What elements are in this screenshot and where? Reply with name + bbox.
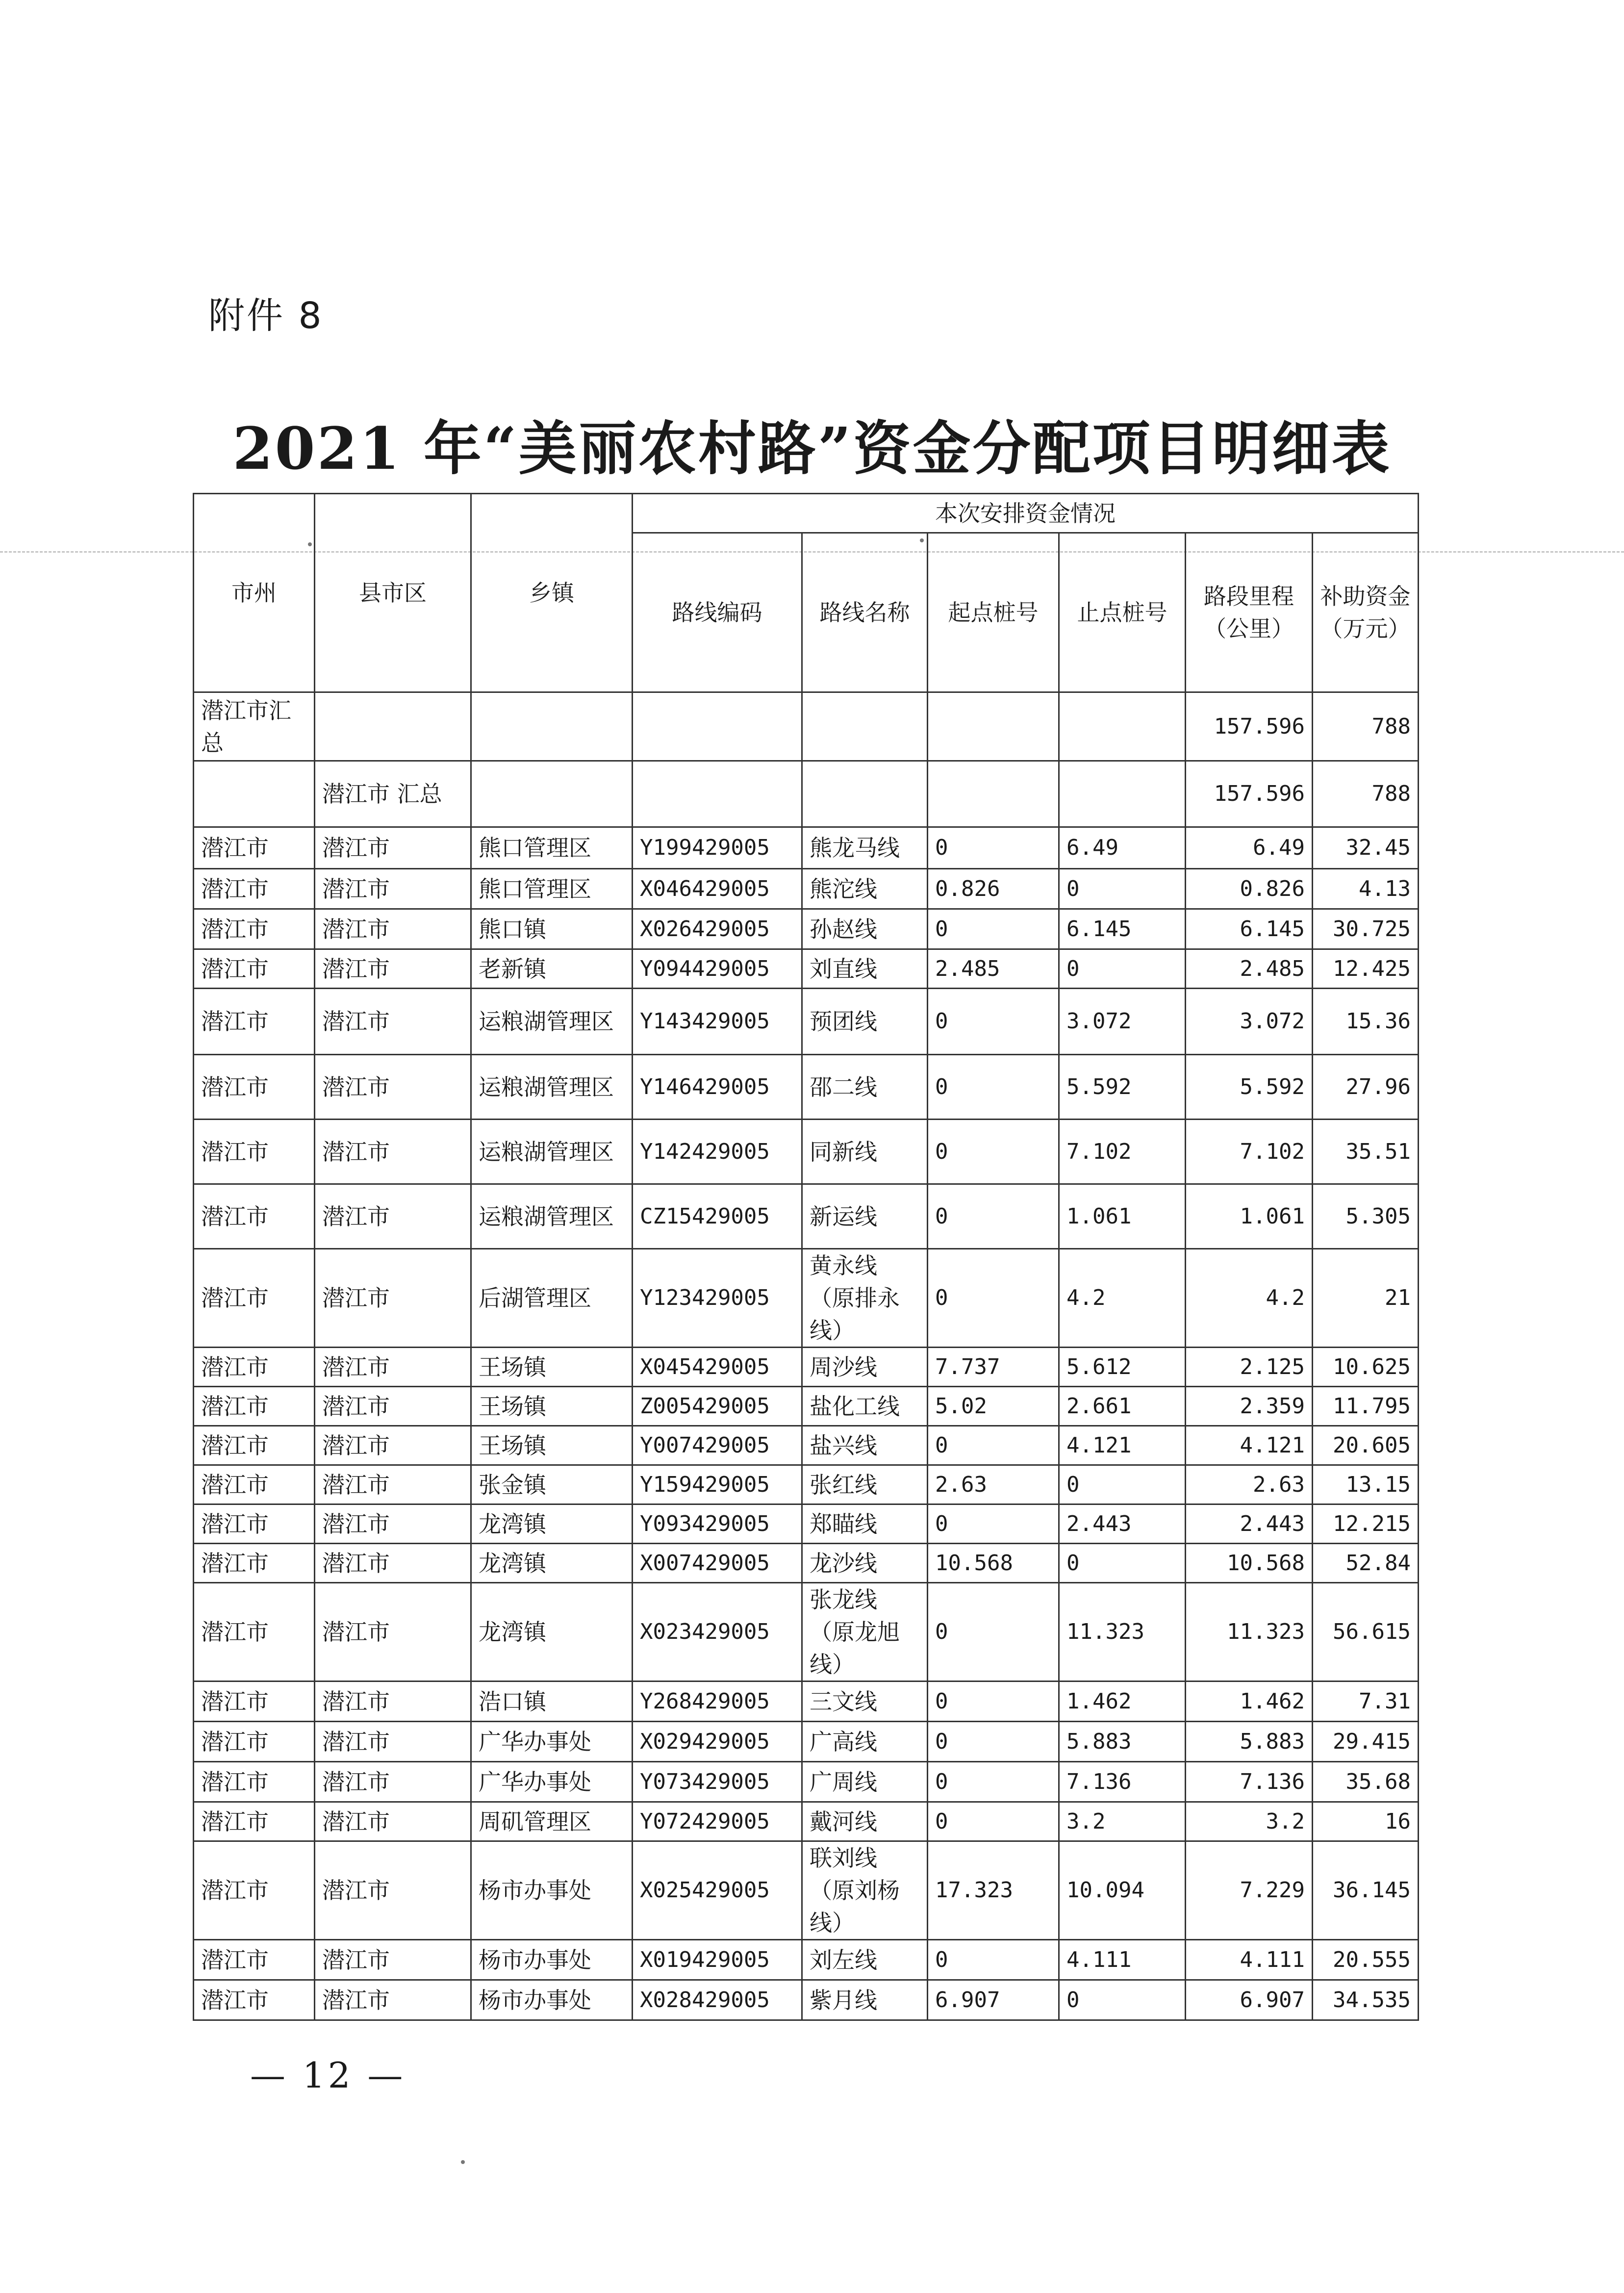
cell-county: 潜江市 — [315, 1841, 471, 1940]
header-route-code: 路线编码 — [633, 533, 802, 692]
table-row — [194, 1841, 1419, 1940]
cell-town: 广华办事处 — [471, 1722, 633, 1762]
cell-town: 杨市办事处 — [471, 1940, 633, 1980]
county-total-subsidy: 788 — [1313, 761, 1419, 827]
allocation-table — [193, 493, 1419, 2021]
cell-start-stake: 17.323 — [928, 1841, 1059, 1940]
cell-route-name: 熊龙马线 — [802, 827, 928, 869]
city-total-subsidy: 788 — [1313, 692, 1419, 761]
table-row — [194, 1980, 1419, 2020]
cell-start-stake: 10.568 — [928, 1544, 1059, 1583]
cell-mileage: 7.229 — [1186, 1841, 1313, 1940]
cell-town: 王场镇 — [471, 1387, 633, 1426]
table-row — [194, 1544, 1419, 1583]
cell-mileage: 3.072 — [1186, 989, 1313, 1055]
table-row — [194, 1387, 1419, 1426]
cell-start-stake: 5.02 — [928, 1387, 1059, 1426]
cell-route-name: 孙赵线 — [802, 909, 928, 949]
cell-county: 潜江市 — [315, 1055, 471, 1120]
cell-route-name: 郑瞄线 — [802, 1504, 928, 1544]
cell-town: 运粮湖管理区 — [471, 1184, 633, 1249]
table-row — [194, 869, 1419, 909]
cell-city: 潜江市 — [194, 989, 315, 1055]
cell-subsidy: 16 — [1313, 1802, 1419, 1841]
cell-town: 老新镇 — [471, 949, 633, 989]
table-row — [194, 1055, 1419, 1120]
cell-town: 龙湾镇 — [471, 1504, 633, 1544]
cell-town: 广华办事处 — [471, 1762, 633, 1802]
cell-mileage: 1.462 — [1186, 1682, 1313, 1722]
header-end-stake: 止点桩号 — [1059, 533, 1186, 692]
table-row — [194, 1348, 1419, 1387]
cell-county: 潜江市 — [315, 827, 471, 869]
cell-route-code: Y142429005 — [633, 1120, 802, 1184]
cell-county: 潜江市 — [315, 1583, 471, 1682]
cell-start-stake: 0 — [928, 1583, 1059, 1682]
cell-start-stake: 0 — [928, 1249, 1059, 1348]
cell-end-stake: 5.883 — [1059, 1722, 1186, 1762]
cell-city: 潜江市 — [194, 1348, 315, 1387]
cell-route-name: 龙沙线 — [802, 1544, 928, 1583]
cell-city: 潜江市 — [194, 1504, 315, 1544]
cell-county: 潜江市 — [315, 1249, 471, 1348]
table-row — [194, 1504, 1419, 1544]
cell-city: 潜江市 — [194, 1465, 315, 1504]
cell-mileage: 2.125 — [1186, 1348, 1313, 1387]
table-row — [194, 827, 1419, 869]
city-total-mileage: 157.596 — [1186, 692, 1313, 761]
cell-mileage: 6.145 — [1186, 909, 1313, 949]
cell-start-stake: 2.485 — [928, 949, 1059, 989]
cell-start-stake: 0 — [928, 1504, 1059, 1544]
cell-mileage: 1.061 — [1186, 1184, 1313, 1249]
cell-end-stake: 3.2 — [1059, 1802, 1186, 1841]
cell-city: 潜江市 — [194, 909, 315, 949]
cell-start-stake: 0 — [928, 1120, 1059, 1184]
cell-mileage: 7.102 — [1186, 1120, 1313, 1184]
cell-route-code: Y073429005 — [633, 1762, 802, 1802]
cell-route-code: X025429005 — [633, 1841, 802, 1940]
cell-route-name: 张红线 — [802, 1465, 928, 1504]
cell-town: 运粮湖管理区 — [471, 1120, 633, 1184]
cell-town: 龙湾镇 — [471, 1583, 633, 1682]
cell-county: 潜江市 — [315, 1762, 471, 1802]
cell-start-stake: 0.826 — [928, 869, 1059, 909]
cell-route-name: 刘直线 — [802, 949, 928, 989]
cell-end-stake: 7.102 — [1059, 1120, 1186, 1184]
county-total-mileage: 157.596 — [1186, 761, 1313, 827]
cell-city: 潜江市 — [194, 949, 315, 989]
cell-end-stake: 0 — [1059, 1544, 1186, 1583]
page-number: — 12 — — [250, 2055, 406, 2096]
table-row — [194, 1583, 1419, 1682]
table-row — [194, 949, 1419, 989]
cell-route-code: X023429005 — [633, 1583, 802, 1682]
cell-county: 潜江市 — [315, 909, 471, 949]
cell-town: 杨市办事处 — [471, 1980, 633, 2020]
cell-start-stake: 7.737 — [928, 1348, 1059, 1387]
table-row — [194, 1249, 1419, 1348]
cell-subsidy: 29.415 — [1313, 1722, 1419, 1762]
cell-end-stake: 0 — [1059, 949, 1186, 989]
cell-county: 潜江市 — [315, 1348, 471, 1387]
cell-city: 潜江市 — [194, 1120, 315, 1184]
cell-county: 潜江市 — [315, 1465, 471, 1504]
header-town: 乡镇 — [471, 494, 633, 692]
page-title: 2021 年“美丽农村路”资金分配项目明细表 — [232, 414, 1392, 483]
county-total-row — [194, 761, 1419, 827]
cell-city: 潜江市 — [194, 869, 315, 909]
cell-subsidy: 12.425 — [1313, 949, 1419, 989]
cell-route-code: Y143429005 — [633, 989, 802, 1055]
cell-end-stake: 0 — [1059, 1980, 1186, 2020]
cell-town: 运粮湖管理区 — [471, 989, 633, 1055]
cell-route-name: 广周线 — [802, 1762, 928, 1802]
cell-town: 熊口管理区 — [471, 827, 633, 869]
cell-city: 潜江市 — [194, 1841, 315, 1940]
cell-subsidy: 21 — [1313, 1249, 1419, 1348]
cell-route-name: 黄永线（原排永线） — [802, 1249, 928, 1348]
cell-route-name: 张龙线（原龙旭线） — [802, 1583, 928, 1682]
cell-route-name: 三文线 — [802, 1682, 928, 1722]
cell-mileage: 4.111 — [1186, 1940, 1313, 1980]
cell-town: 熊口镇 — [471, 909, 633, 949]
cell-end-stake: 1.462 — [1059, 1682, 1186, 1722]
cell-town: 王场镇 — [471, 1348, 633, 1387]
cell-route-name: 熊沱线 — [802, 869, 928, 909]
cell-subsidy: 35.51 — [1313, 1120, 1419, 1184]
cell-route-name: 联刘线（原刘杨线） — [802, 1841, 928, 1940]
cell-subsidy: 35.68 — [1313, 1762, 1419, 1802]
cell-subsidy: 7.31 — [1313, 1682, 1419, 1722]
cell-county: 潜江市 — [315, 869, 471, 909]
cell-city: 潜江市 — [194, 1682, 315, 1722]
table-row — [194, 1722, 1419, 1762]
cell-end-stake: 1.061 — [1059, 1184, 1186, 1249]
cell-mileage: 4.2 — [1186, 1249, 1313, 1348]
cell-mileage: 3.2 — [1186, 1802, 1313, 1841]
header-mileage: 路段里程（公里） — [1186, 533, 1313, 692]
cell-route-code: Y146429005 — [633, 1055, 802, 1120]
cell-start-stake: 0 — [928, 1762, 1059, 1802]
cell-subsidy: 11.795 — [1313, 1387, 1419, 1426]
cell-route-name: 广高线 — [802, 1722, 928, 1762]
cell-route-code: Y072429005 — [633, 1802, 802, 1841]
cell-start-stake: 0 — [928, 1802, 1059, 1841]
cell-subsidy: 20.605 — [1313, 1426, 1419, 1465]
cell-town: 龙湾镇 — [471, 1544, 633, 1583]
cell-route-code: Y094429005 — [633, 949, 802, 989]
cell-route-code: X046429005 — [633, 869, 802, 909]
cell-subsidy: 36.145 — [1313, 1841, 1419, 1940]
cell-town: 熊口管理区 — [471, 869, 633, 909]
cell-start-stake: 0 — [928, 1682, 1059, 1722]
table-row — [194, 1184, 1419, 1249]
cell-end-stake: 5.592 — [1059, 1055, 1186, 1120]
cell-mileage: 6.907 — [1186, 1980, 1313, 2020]
cell-subsidy: 4.13 — [1313, 869, 1419, 909]
cell-route-code: X026429005 — [633, 909, 802, 949]
cell-town: 王场镇 — [471, 1426, 633, 1465]
cell-route-name: 新运线 — [802, 1184, 928, 1249]
table-row — [194, 1802, 1419, 1841]
cell-county: 潜江市 — [315, 1184, 471, 1249]
cell-start-stake: 0 — [928, 1426, 1059, 1465]
cell-county: 潜江市 — [315, 949, 471, 989]
header-city: 市州 — [194, 494, 315, 692]
table-row — [194, 1940, 1419, 1980]
cell-route-code: Y123429005 — [633, 1249, 802, 1348]
cell-town: 运粮湖管理区 — [471, 1055, 633, 1120]
cell-city: 潜江市 — [194, 1387, 315, 1426]
table-row — [194, 1682, 1419, 1722]
scan-speck — [920, 538, 924, 542]
cell-mileage: 2.443 — [1186, 1504, 1313, 1544]
table-row — [194, 1762, 1419, 1802]
cell-county: 潜江市 — [315, 989, 471, 1055]
cell-end-stake: 4.111 — [1059, 1940, 1186, 1980]
cell-city: 潜江市 — [194, 1940, 315, 1980]
cell-route-name: 盐兴线 — [802, 1426, 928, 1465]
cell-subsidy: 10.625 — [1313, 1348, 1419, 1387]
cell-town: 杨市办事处 — [471, 1841, 633, 1940]
cell-mileage: 5.592 — [1186, 1055, 1313, 1120]
cell-route-code: Y268429005 — [633, 1682, 802, 1722]
cell-mileage: 2.63 — [1186, 1465, 1313, 1504]
cell-route-code: CZ15429005 — [633, 1184, 802, 1249]
cell-end-stake: 3.072 — [1059, 989, 1186, 1055]
cell-route-code: Y199429005 — [633, 827, 802, 869]
cell-end-stake: 5.612 — [1059, 1348, 1186, 1387]
cell-route-name: 盐化工线 — [802, 1387, 928, 1426]
cell-mileage: 11.323 — [1186, 1583, 1313, 1682]
header-route-name: 路线名称 — [802, 533, 928, 692]
cell-end-stake: 6.145 — [1059, 909, 1186, 949]
cell-town: 浩口镇 — [471, 1682, 633, 1722]
cell-end-stake: 10.094 — [1059, 1841, 1186, 1940]
cell-subsidy: 12.215 — [1313, 1504, 1419, 1544]
cell-city: 潜江市 — [194, 1055, 315, 1120]
cell-route-name: 刘左线 — [802, 1940, 928, 1980]
cell-subsidy: 13.15 — [1313, 1465, 1419, 1504]
header-funding-group: 本次安排资金情况 — [633, 494, 1419, 533]
cell-route-code: Y093429005 — [633, 1504, 802, 1544]
cell-start-stake: 0 — [928, 1184, 1059, 1249]
cell-end-stake: 2.443 — [1059, 1504, 1186, 1544]
cell-city: 潜江市 — [194, 1583, 315, 1682]
table-row — [194, 1465, 1419, 1504]
cell-start-stake: 0 — [928, 989, 1059, 1055]
cell-start-stake: 0 — [928, 1722, 1059, 1762]
attachment-label: 附件 8 — [208, 295, 324, 337]
cell-mileage: 0.826 — [1186, 869, 1313, 909]
cell-city: 潜江市 — [194, 1426, 315, 1465]
header-county: 县市区 — [315, 494, 471, 692]
cell-end-stake: 2.661 — [1059, 1387, 1186, 1426]
cell-county: 潜江市 — [315, 1504, 471, 1544]
cell-city: 潜江市 — [194, 1544, 315, 1583]
cell-start-stake: 2.63 — [928, 1465, 1059, 1504]
cell-mileage: 6.49 — [1186, 827, 1313, 869]
cell-start-stake: 0 — [928, 909, 1059, 949]
table-row — [194, 909, 1419, 949]
cell-county: 潜江市 — [315, 1544, 471, 1583]
cell-route-name: 周沙线 — [802, 1348, 928, 1387]
scan-speck — [308, 542, 312, 546]
cell-route-code: X007429005 — [633, 1544, 802, 1583]
cell-city: 潜江市 — [194, 1249, 315, 1348]
cell-town: 张金镇 — [471, 1465, 633, 1504]
cell-start-stake: 0 — [928, 1055, 1059, 1120]
cell-subsidy: 32.45 — [1313, 827, 1419, 869]
header-start-stake: 起点桩号 — [928, 533, 1059, 692]
cell-end-stake: 11.323 — [1059, 1583, 1186, 1682]
cell-county: 潜江市 — [315, 1387, 471, 1426]
cell-route-code: Y159429005 — [633, 1465, 802, 1504]
cell-mileage: 5.883 — [1186, 1722, 1313, 1762]
cell-county: 潜江市 — [315, 1426, 471, 1465]
cell-town: 周矶管理区 — [471, 1802, 633, 1841]
cell-mileage: 10.568 — [1186, 1544, 1313, 1583]
cell-subsidy: 34.535 — [1313, 1980, 1419, 2020]
cell-route-code: X045429005 — [633, 1348, 802, 1387]
table-row — [194, 1426, 1419, 1465]
cell-subsidy: 30.725 — [1313, 909, 1419, 949]
cell-route-name: 邵二线 — [802, 1055, 928, 1120]
cell-end-stake: 0 — [1059, 869, 1186, 909]
cell-subsidy: 56.615 — [1313, 1583, 1419, 1682]
cell-start-stake: 0 — [928, 827, 1059, 869]
cell-end-stake: 7.136 — [1059, 1762, 1186, 1802]
cell-end-stake: 6.49 — [1059, 827, 1186, 869]
cell-city: 潜江市 — [194, 1184, 315, 1249]
cell-subsidy: 5.305 — [1313, 1184, 1419, 1249]
cell-mileage: 2.485 — [1186, 949, 1313, 989]
cell-route-code: X028429005 — [633, 1980, 802, 2020]
cell-city: 潜江市 — [194, 1762, 315, 1802]
cell-city: 潜江市 — [194, 827, 315, 869]
cell-start-stake: 0 — [928, 1940, 1059, 1980]
cell-county: 潜江市 — [315, 1682, 471, 1722]
cell-route-code: Y007429005 — [633, 1426, 802, 1465]
cell-route-code: Z005429005 — [633, 1387, 802, 1426]
cell-county: 潜江市 — [315, 1722, 471, 1762]
table-row — [194, 1120, 1419, 1184]
cell-subsidy: 15.36 — [1313, 989, 1419, 1055]
cell-route-name: 预团线 — [802, 989, 928, 1055]
cell-subsidy: 20.555 — [1313, 1940, 1419, 1980]
cell-route-name: 同新线 — [802, 1120, 928, 1184]
cell-mileage: 4.121 — [1186, 1426, 1313, 1465]
cell-town: 后湖管理区 — [471, 1249, 633, 1348]
cell-county: 潜江市 — [315, 1802, 471, 1841]
cell-end-stake: 4.2 — [1059, 1249, 1186, 1348]
cell-route-code: X019429005 — [633, 1940, 802, 1980]
city-total-label: 潜江市汇总 — [194, 692, 315, 761]
cell-end-stake: 4.121 — [1059, 1426, 1186, 1465]
cell-end-stake: 0 — [1059, 1465, 1186, 1504]
cell-mileage: 7.136 — [1186, 1762, 1313, 1802]
cell-route-code: X029429005 — [633, 1722, 802, 1762]
cell-county: 潜江市 — [315, 1980, 471, 2020]
cell-route-name: 紫月线 — [802, 1980, 928, 2020]
cell-city: 潜江市 — [194, 1722, 315, 1762]
city-total-row — [194, 692, 1419, 761]
cell-county: 潜江市 — [315, 1120, 471, 1184]
cell-subsidy: 52.84 — [1313, 1544, 1419, 1583]
table-row — [194, 989, 1419, 1055]
cell-city: 潜江市 — [194, 1980, 315, 2020]
scan-speck — [461, 2160, 465, 2164]
cell-subsidy: 27.96 — [1313, 1055, 1419, 1120]
header-subsidy: 补助资金（万元） — [1313, 533, 1419, 692]
county-total-label: 潜江市 汇总 — [315, 761, 471, 827]
cell-mileage: 2.359 — [1186, 1387, 1313, 1426]
cell-county: 潜江市 — [315, 1940, 471, 1980]
cell-city: 潜江市 — [194, 1802, 315, 1841]
cell-start-stake: 6.907 — [928, 1980, 1059, 2020]
cell-route-name: 戴河线 — [802, 1802, 928, 1841]
